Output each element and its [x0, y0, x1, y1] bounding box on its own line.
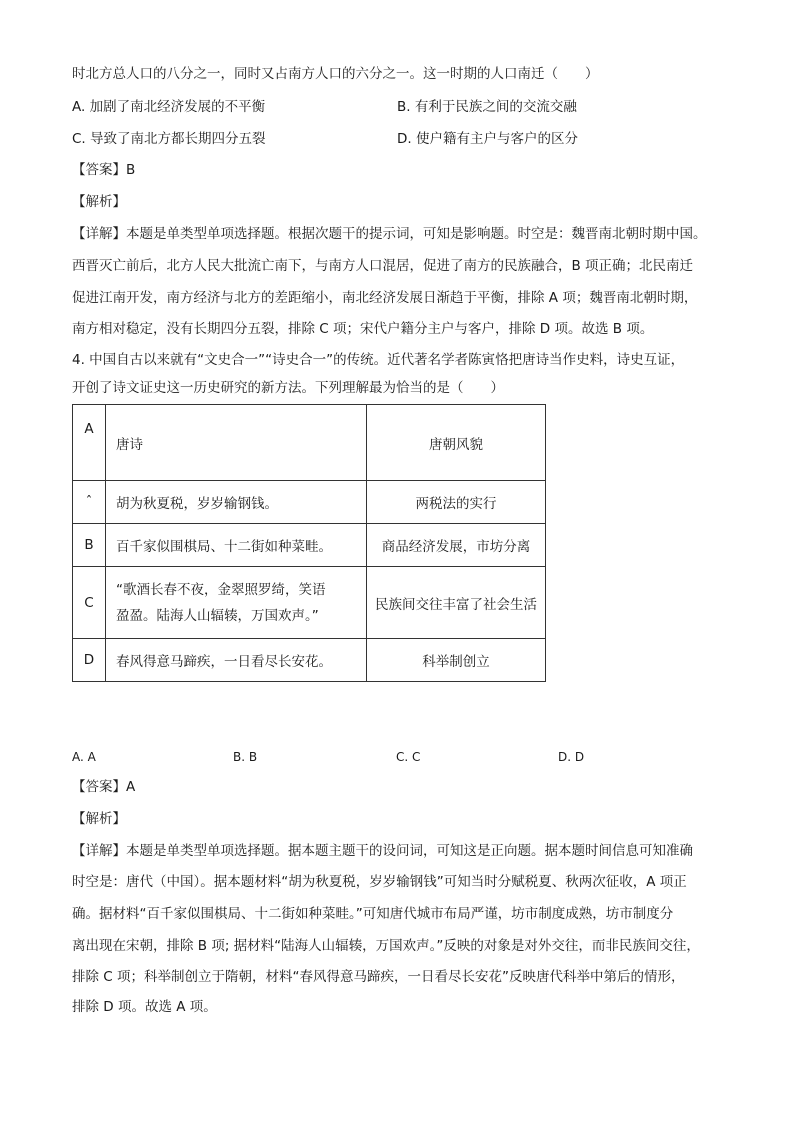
- q4-analysis-title: 【解析】: [72, 811, 126, 827]
- q3-detail-line-1: 【详解】本题是单类型单项选择题。根据次题干的提示词，可知是影响题。时空是：魏晋南北朝时期中国。: [72, 226, 707, 242]
- q3-option-c[interactable]: C. 导致了南北方都长期四分五裂: [72, 131, 266, 147]
- q4-detail-line-2: 时空是：唐代（中国）。据本题材料“胡为秋夏税，岁岁输钢钱”可知当时分赋税夏、秋两次征收，A 项正: [72, 874, 687, 890]
- row-letter: C: [73, 567, 106, 639]
- row-letter: ˆ: [73, 481, 106, 524]
- row-letter: [73, 405, 106, 481]
- row-feature: 两税法的实行: [367, 481, 546, 524]
- q4-stem-line-2: 开创了诗文证史这一历史研究的新方法。下列理解最为恰当的是（ ）: [72, 380, 504, 396]
- row-poem: [106, 567, 367, 639]
- q4-stem-line-1: 4. 中国自古以来就有“文史合一”“诗史合一”的传统。近代著名学者陈寅恪把唐诗当作史料，诗史互证，: [72, 352, 685, 368]
- q4-detail-line-6: 排除 D 项。故选 A 项。: [72, 999, 217, 1015]
- q3-option-a[interactable]: A. 加剧了南北经济发展的不平衡: [72, 99, 266, 115]
- q3-detail-line-3: 促进江南开发，南方经济与北方的差距缩小，南北经济发展日渐趋于平衡，排除 A 项；魏晋南北朝时期，: [72, 290, 698, 306]
- row-poem: 百千家似围棋局、十二街如种菜畦。: [106, 524, 367, 567]
- row-feature: 商品经济发展，市坊分离: [367, 524, 546, 567]
- q3-detail-line-4: 南方相对稳定，没有长期四分五裂，排除 C 项；宋代户籍分主户与客户，排除 D 项。故选 B 项。: [72, 321, 654, 337]
- row-letter: B: [73, 524, 106, 567]
- row-poem-line-2: 盈盈。陆海人山辐辏，万国欢声。”: [116, 607, 319, 624]
- q3-stem-tail: 时北方总人口的八分之一，同时又占南方人口的六分之一。这一时期的人口南迁（ ）: [72, 66, 599, 82]
- table-row[interactable]: [73, 524, 546, 567]
- q3-analysis-title: 【解析】: [72, 194, 126, 210]
- table-row[interactable]: [73, 639, 546, 682]
- q3-option-d[interactable]: D. 使户籍有主户与客户的区分: [397, 131, 578, 147]
- q4-options-table: [72, 404, 546, 682]
- header-poem: 唐诗: [106, 405, 367, 481]
- q4-answer: 【答案】A: [72, 779, 136, 795]
- row-letter: D: [73, 639, 106, 682]
- table-row[interactable]: [73, 481, 546, 524]
- q4-answer-option-a[interactable]: A. A: [72, 750, 96, 764]
- q4-detail-line-3: 确。据材料“百千家似围棋局、十二街如种菜畦。”可知唐代城市布局严谨，坊市制度成熟，坊市制度分: [72, 906, 674, 922]
- row-feature: 科举制创立: [367, 639, 546, 682]
- header-letter: A: [84, 421, 94, 437]
- table-header-row: [73, 405, 546, 481]
- row-poem: 春风得意马蹄疾，一日看尽长安花。: [106, 639, 367, 682]
- header-feature: 唐朝风貌: [367, 405, 546, 481]
- q4-answer-option-d[interactable]: D. D: [558, 750, 585, 764]
- q4-answer-option-c[interactable]: C. C: [396, 750, 421, 764]
- row-feature: 民族间交往丰富了社会生活: [367, 567, 546, 639]
- q4-detail-line-5: 排除 C 项；科举制创立于隋朝，材料“春风得意马蹄疾，一日看尽长安花”反映唐代科举中第后的情形，: [72, 969, 685, 985]
- q3-detail-line-2: 西晋灭亡前后，北方人民大批流亡南下，与南方人口混居，促进了南方的民族融合，B 项正确；北民南迁: [72, 258, 694, 274]
- q4-answer-option-b[interactable]: B. B: [233, 750, 258, 764]
- q3-option-b[interactable]: B. 有利于民族之间的交流交融: [397, 99, 577, 115]
- q4-detail-line-4: 离出现在宋朝，排除 B 项; 据材料“陆海人山辐辏，万国欢声。”反映的对象是对外交往，而非民族间交往，: [72, 938, 700, 954]
- row-poem-line-1: “歌酒长春不夜，金翠照罗绮，笑语: [116, 581, 326, 598]
- q4-detail-line-1: 【详解】本题是单类型单项选择题。据本题主题干的设问词，可知这是正向题。据本题时间信息可知准确: [72, 843, 693, 859]
- table-row[interactable]: [73, 567, 546, 639]
- q3-answer: 【答案】B: [72, 162, 136, 178]
- row-poem: 胡为秋夏税，岁岁输钢钱。: [106, 481, 367, 524]
